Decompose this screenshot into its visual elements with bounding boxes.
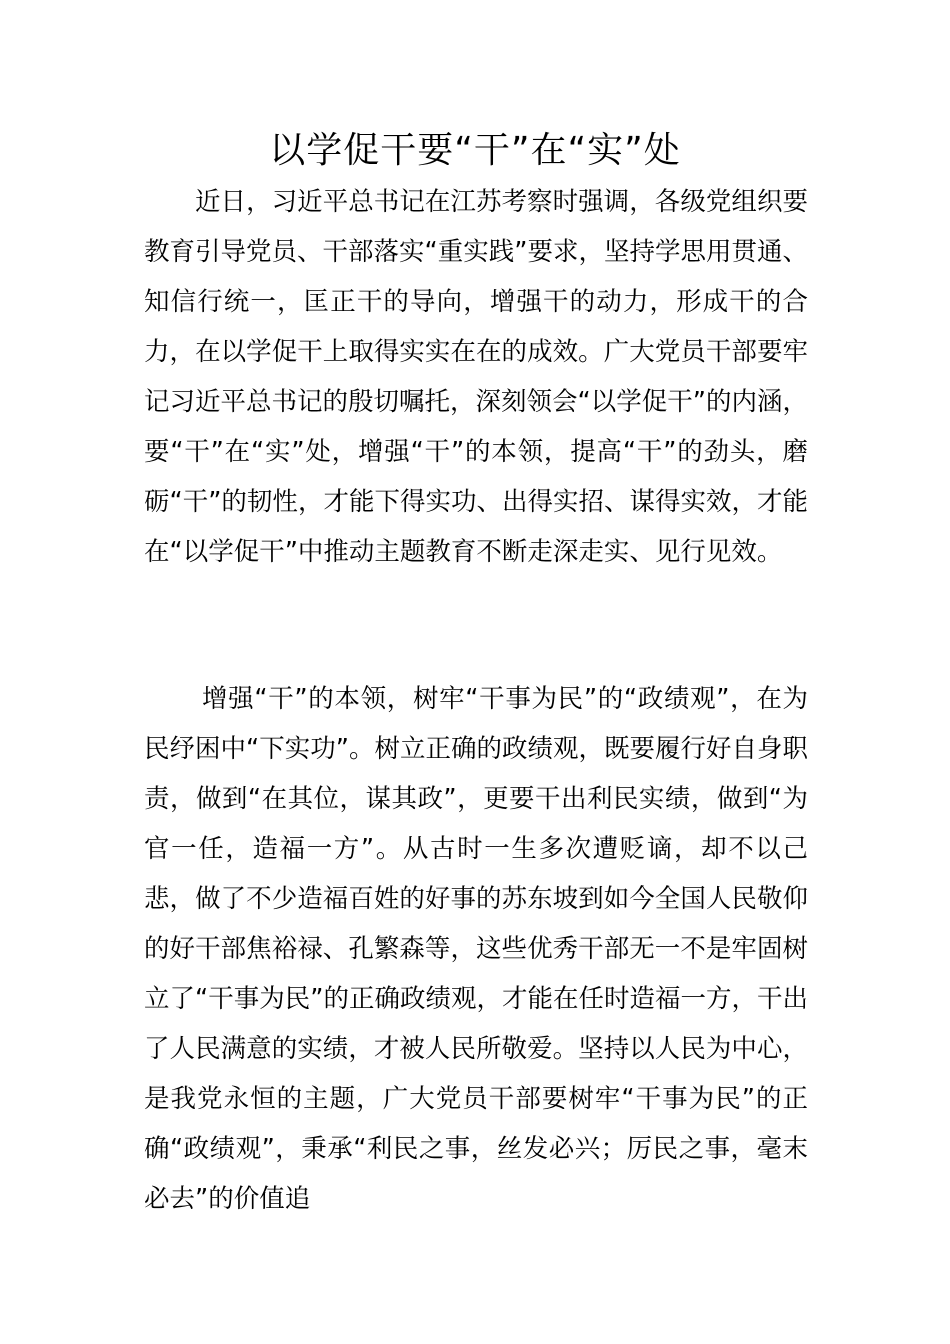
paragraph-intro: 近日，习近平总书记在江苏考察时强调，各级党组织要教育引导党员、干部落实“重实践”要求，坚持学思用贯通、知信行统一，匡正干的导向，增强干的动力，形成干的合力，在以学促干上取得实实在在的成效。广大党员干部要牢记习近平总书记的殷切嘱托，深刻领会“以学促干”的内涵，要“干”在“实”处，增强“干”的本领，提高“干”的劲头，磨砺“干”的韧性，才能下得实功、出得实招、谋得实效，才能在“以学促干”中推动主题教育不断走深走实、见行见效。 — [144, 187, 808, 567]
paragraph-section-1: 增强“干”的本领，树牢“干事为民”的“政绩观”，在为民纾困中“下实功”。树立正确的政绩观，既要履行好自身职责，做到“在其位，谋其政”，更要干出利民实绩，做到“为官一任，造福一方”。从古时一生多次遭贬谪，却不以己悲，做了不少造福百姓的好事的苏东坡到如今全国人民敬仰的好干部焦裕禄、孔繁森等，这些优秀干部无一不是牢固树立了“干事为民”的正确政绩观，才能在任时造福一方，干出了人民满意的实绩，才被人民所敬爱。坚持以人民为中心，是我党永恒的主题，广大党员干部要树牢“干事为民”的正确“政绩观”，秉承“利民之事，丝发必兴；厉民之事，毫末必去”的价值追 — [144, 684, 808, 1214]
document-title: 以学促干要“干”在“实”处 — [269, 130, 681, 171]
